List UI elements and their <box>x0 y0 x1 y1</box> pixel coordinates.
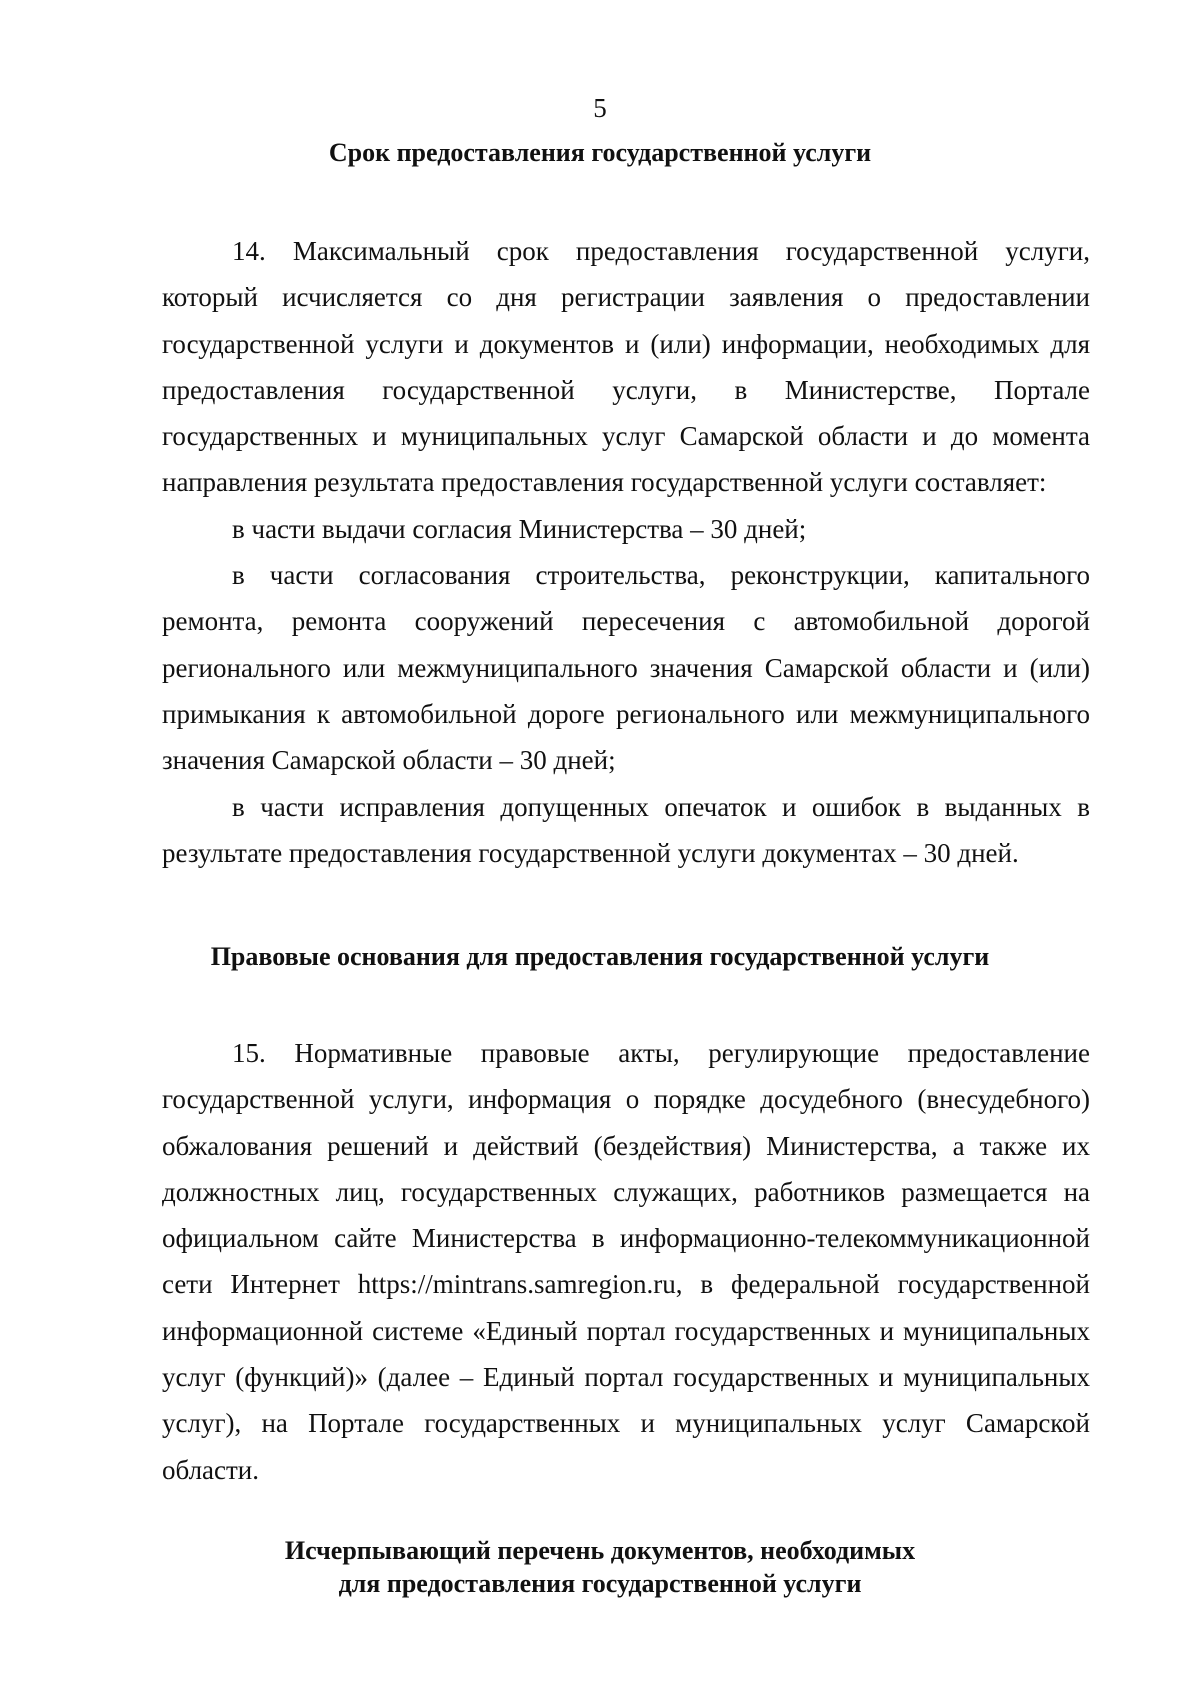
heading-document-list <box>150 1534 1050 1600</box>
paragraph-14-main: 14. Максимальный срок предоставления государственной услуги, который исчисляется со дня регистрации заявления о предоставлении государственной услуги и документов и (или) информации, необходимых для предоставления государственной услуги, в Министерстве, Портале государственных и муниципальных услуг Самарской области и до момента направления результата предоставления государственной услуги составляет: <box>162 236 1090 498</box>
paragraph-15-main: 15. Нормативные правовые акты, регулирующие предоставление государственной услуги, информация о порядке досудебного (внесудебного) обжалования решений и действий (бездействия) Министерства, а также их должностных лиц, государственных служащих, работников размещается на официальном сайте Министерства в информационно-телекоммуникационной сети Интернет https://mintrans.samregion.ru, в федеральной государственной информационной системе «Единый портал государственных и муниципальных услуг (функций)» (далее – Единый портал государственных и муниципальных услуг), на Портале государственных и муниципальных услуг Самарской области. <box>162 1038 1090 1485</box>
heading-document-list-line-2: для предоставления государственной услуги <box>338 1569 862 1598</box>
heading-service-term: Срок предоставления государственной услуги <box>328 138 872 167</box>
section-15-body <box>162 1030 1090 1493</box>
paragraph-14-corrections: в части исправления допущенных опечаток и ошибок в выданных в результате предоставления государственной услуги документах – 30 дней. <box>162 791 1090 868</box>
page-number: 5 <box>593 93 607 123</box>
heading-document-list-line-1: Исчерпывающий перечень документов, необходимых <box>284 1536 916 1565</box>
heading-legal-basis: Правовые основания для предоставления государственной услуги <box>210 942 990 971</box>
paragraph-14-construction: в части согласования строительства, реконструкции, капитального ремонта, ремонта сооружений пересечения с автомобильной дорогой регионального или межмуниципального значения Самарской области и (или) примыкания к автомобильной дороге регионального или межмуниципального значения Самарской области – 30 дней; <box>162 560 1090 776</box>
section-14-body <box>162 228 1090 876</box>
paragraph-14-consent: в части выдачи согласия Министерства – 30 дней; <box>232 513 807 544</box>
